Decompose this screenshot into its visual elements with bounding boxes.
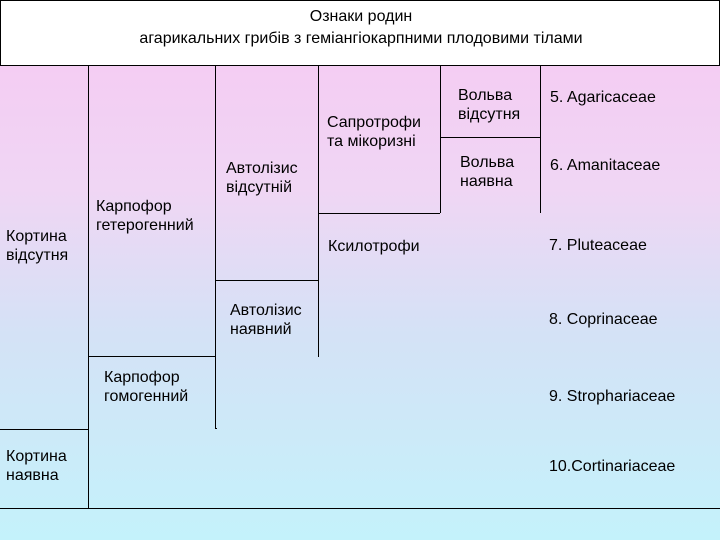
node-text: Вольва <box>458 87 513 104</box>
node-saprotrophs <box>327 113 421 151</box>
title-box <box>0 0 720 66</box>
node-text: Кортина <box>6 448 67 465</box>
node-text: Автолізис <box>226 160 298 177</box>
node-text: наявний <box>230 321 292 338</box>
family-name: Cortinariaceae <box>571 458 676 475</box>
node-text: Ксилотрофи <box>328 238 420 255</box>
node-autolysis-present <box>230 301 302 339</box>
node-text: наявна <box>6 467 59 484</box>
divider-autolysis-present-right <box>318 280 319 357</box>
family-number: 9. <box>549 388 563 405</box>
divider-autolysis-present <box>215 280 318 281</box>
family-name: Coprinaceae <box>566 311 658 328</box>
title-line-2: агарикальних грибів з геміангіокарпними плодовими тілами <box>139 30 583 47</box>
node-text: відсутня <box>6 247 69 264</box>
node-autolysis-absent <box>226 159 298 197</box>
node-text: Сапротрофи <box>327 114 421 131</box>
node-carpophore-heterogeneous <box>96 197 194 235</box>
node-text: відсутній <box>226 179 293 196</box>
divider-carpophore-hetero <box>215 66 216 356</box>
family-number: 5. <box>550 89 564 106</box>
node-text: та мікоризні <box>327 133 416 150</box>
node-volva-absent <box>458 86 520 124</box>
node-text: Карпофор <box>96 198 172 215</box>
family-name: Agaricaceae <box>566 89 656 106</box>
title-line-1: Ознаки родин <box>309 8 413 25</box>
divider-volva <box>540 66 541 213</box>
node-text: Вольва <box>460 154 515 171</box>
family-coprinaceae <box>549 311 658 329</box>
family-pluteaceae <box>549 237 647 255</box>
divider-carpophore-homo-tick <box>215 428 217 429</box>
divider-trophic <box>440 66 441 213</box>
family-strophariaceae <box>549 388 675 406</box>
node-text: Карпофор <box>104 369 180 386</box>
node-volva-present <box>460 153 514 191</box>
family-number: 8. <box>549 311 563 328</box>
node-text: Автолізис <box>230 302 302 319</box>
divider-cortina-present <box>0 429 88 430</box>
divider-bottom <box>0 508 720 509</box>
node-cortina-absent <box>6 227 68 265</box>
node-cortina-present <box>6 447 67 485</box>
family-name: Pluteaceae <box>566 237 647 254</box>
divider-xylotrophs <box>318 213 440 214</box>
node-text: гомогенний <box>104 388 189 405</box>
family-name: Strophariaceae <box>566 388 676 405</box>
divider-cortina <box>88 66 89 508</box>
node-text: наявна <box>460 173 513 190</box>
divider-autolysis <box>318 66 319 280</box>
family-number: 6. <box>550 157 564 174</box>
divider-carpophore-homo <box>88 356 216 357</box>
node-text: відсутня <box>458 106 521 123</box>
node-text: Кортина <box>6 228 67 245</box>
family-number: 10. <box>549 458 572 475</box>
family-agaricaceae <box>550 89 656 107</box>
node-text: гетерогенний <box>96 217 194 234</box>
node-carpophore-homogeneous <box>104 368 188 406</box>
family-number: 7. <box>549 237 563 254</box>
family-amanitaceae <box>550 157 660 175</box>
node-xylotrophs <box>328 237 420 256</box>
divider-carpophore-homo-right <box>215 356 216 428</box>
divider-volva-present <box>440 137 540 138</box>
family-cortinariaceae <box>549 458 675 476</box>
family-name: Amanitaceae <box>566 157 661 174</box>
